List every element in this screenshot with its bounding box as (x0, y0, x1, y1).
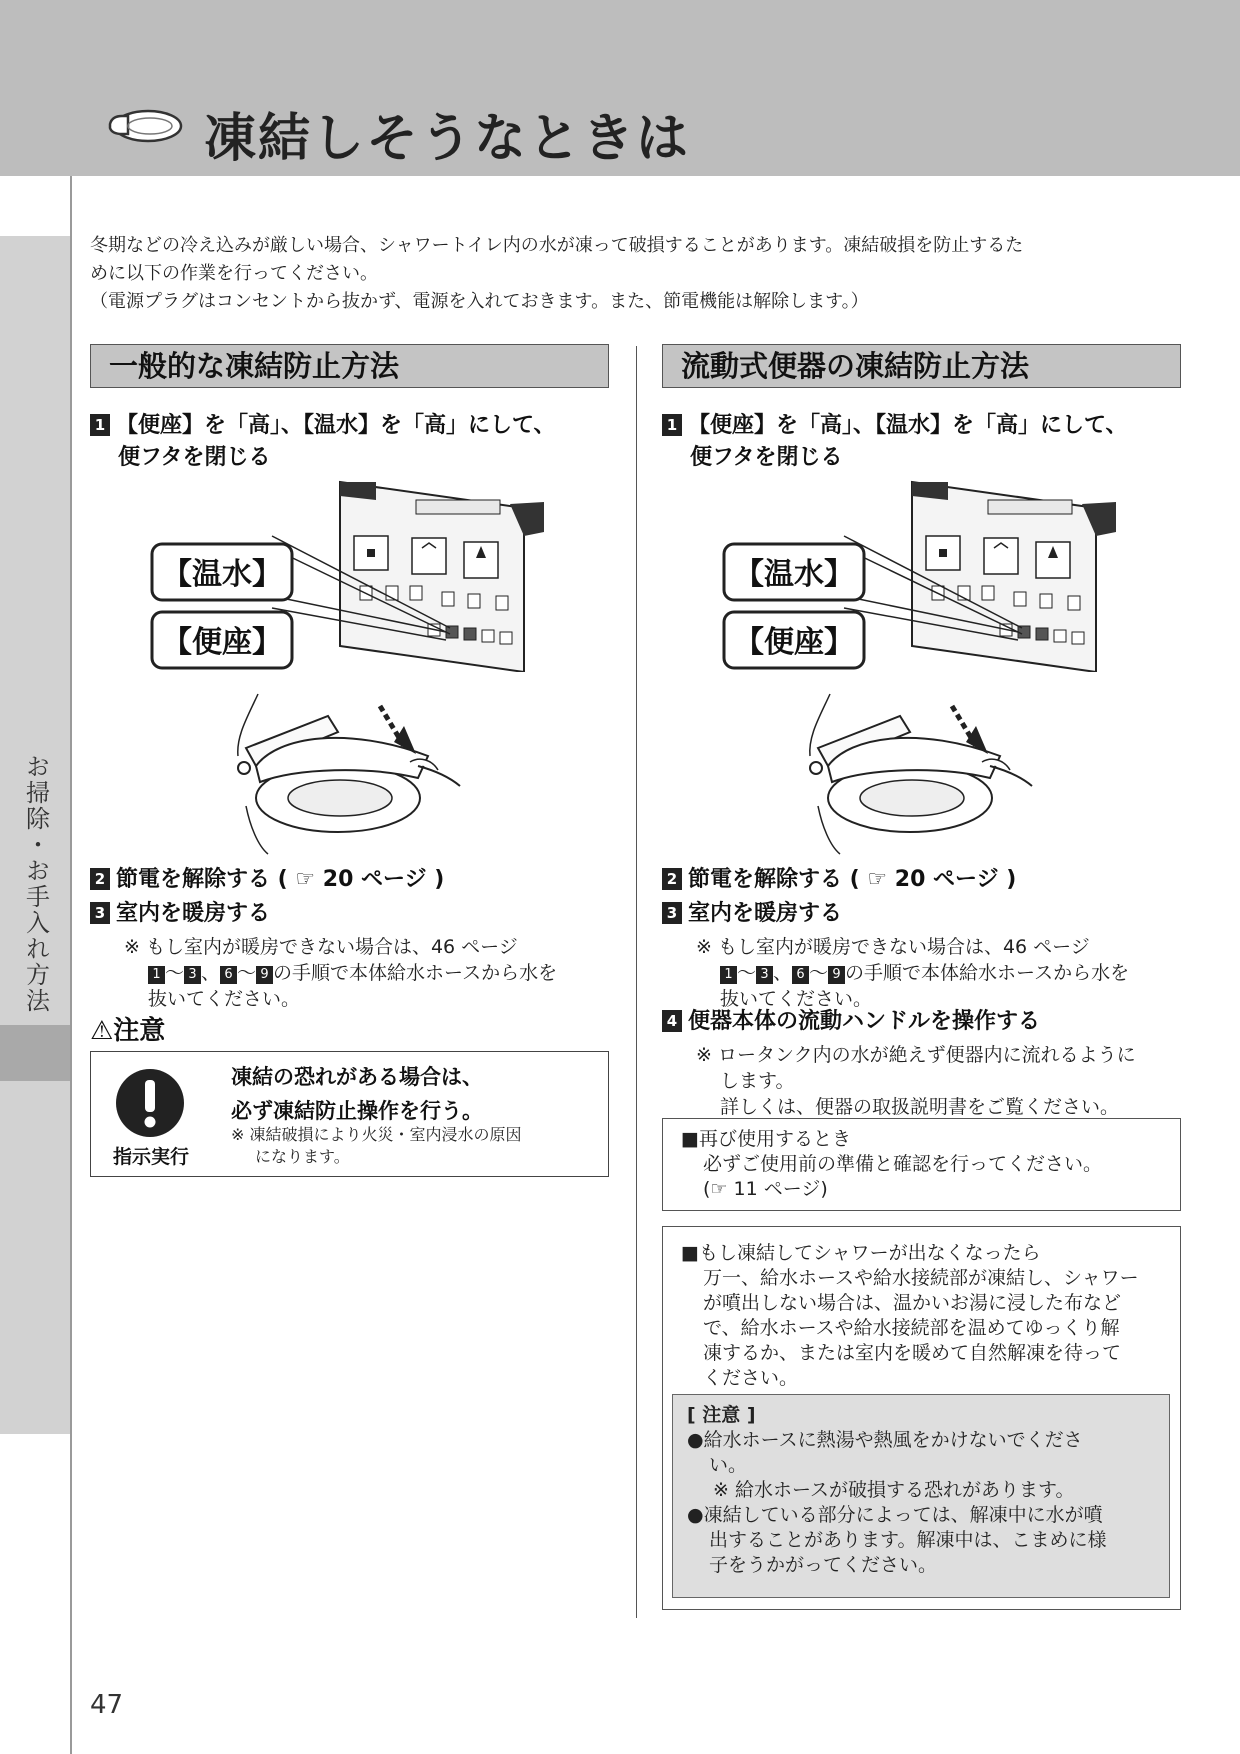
note-line: 抜いてください。 (148, 988, 301, 1010)
inner-note-line: ●凍結している部分によっては、解凍中に水が噴 (687, 1504, 1103, 1526)
box-line: ください。 (703, 1367, 799, 1389)
note-line: ※ ロータンク内の水が絶えず便器内に流れるように (696, 1044, 1136, 1066)
step-3 (90, 898, 270, 930)
step-text: 【便座】を「高」、【温水】を「高」にして、 (688, 413, 1128, 438)
intro-line: （電源プラグはコンセントから抜かず、電源を入れておきます。また、節電機能は解除します。） (90, 291, 869, 312)
step-number: 4 (662, 1010, 682, 1032)
step-2 (662, 864, 1016, 896)
box-line: が噴出しない場合は、温かいお湯に浸した布など (703, 1292, 1122, 1314)
intro-line: 冬期などの冷え込みが厳しい場合、シャワートイレ内の水が凍って破損することがあります。凍結破損を防止するた (90, 235, 1024, 256)
step-2 (90, 864, 444, 896)
box-line: で、給水ホースや給水接続部を温めてゆっくり解 (703, 1317, 1120, 1339)
step-text: 便フタを閉じる (118, 445, 271, 470)
side-tab-marker (0, 1025, 70, 1081)
note-text: の手順で本体給水ホースから水を (845, 962, 1130, 984)
page-number: 47 (90, 1690, 124, 1720)
note-line: 抜いてください。 (720, 988, 873, 1010)
page-title: 凍結しそうなときは (204, 109, 691, 169)
step-text: 室内を暖房する (116, 901, 271, 926)
step-text: 【便座】を「高」、【温水】を「高」にして、 (116, 413, 556, 438)
page-margin-line (70, 176, 72, 1754)
step-1 (90, 410, 556, 474)
closing-lid-illustration (228, 686, 468, 856)
box-heading: ■再び使用するとき (681, 1128, 851, 1150)
step-number: 2 (662, 868, 682, 890)
note-sep: 、 (773, 962, 793, 984)
step-text: 節電を解除する ( ☞ 20 ページ ) (116, 867, 445, 892)
step-3 (662, 898, 842, 930)
step-number: 2 (90, 868, 110, 890)
remote-control-illustration (722, 476, 1122, 672)
step-4 (662, 1006, 1040, 1038)
note-line: ※ もし室内が暖房できない場合は、46 ページ (696, 936, 1090, 958)
note-sep: ～ (237, 962, 257, 984)
step-ref: 6 (220, 966, 237, 984)
step-ref: 3 (756, 966, 773, 984)
box-line: 凍するか、または室内を暖めて自然解凍を待って (703, 1342, 1122, 1364)
step-ref: 9 (828, 966, 845, 984)
note-sep: ～ (809, 962, 829, 984)
note-sep: 、 (201, 962, 221, 984)
side-tab-label: お掃除・お手入れ方法 (21, 754, 50, 1014)
caution-main-text (231, 1060, 483, 1128)
step-ref: 1 (720, 966, 737, 984)
step-ref: 1 (148, 966, 165, 984)
note-text: の手順で本体給水ホースから水を (273, 962, 558, 984)
box-line: (☞ 11 ページ) (703, 1178, 828, 1200)
caution-icon-label: 指示実行 (112, 1146, 189, 1168)
box-line: 万一、給水ホースや給水接続部が凍結し、シャワー (703, 1267, 1139, 1289)
step-text: 便フタを閉じる (690, 445, 843, 470)
inner-note-line: ※ 給水ホースが破損する恐れがあります。 (713, 1479, 1075, 1501)
mandatory-action-icon (115, 1068, 185, 1138)
intro-line: めに以下の作業を行ってください。 (90, 263, 378, 284)
caution-sub-line: ※ 凍結破損により火災・室内浸水の原因 (231, 1125, 522, 1144)
note-line: します。 (720, 1070, 795, 1092)
step-3-note (124, 934, 557, 1012)
step-text: 便器本体の流動ハンドルを操作する (688, 1009, 1041, 1034)
toilet-seat-icon (104, 104, 184, 148)
caution-line: 必ず凍結防止操作を行う。 (231, 1099, 483, 1123)
note-line: ※ もし室内が暖房できない場合は、46 ページ (124, 936, 518, 958)
label-onsui: 【温水】 (734, 557, 854, 592)
label-benza: 【便座】 (162, 625, 282, 660)
inner-caution-note (672, 1394, 1170, 1598)
section-title-flow-type: 流動式便器の凍結防止方法 (662, 344, 1181, 388)
step-number: 3 (662, 902, 682, 924)
intro-text (90, 232, 1180, 316)
inner-note-line: 出することがあります。解凍中は、こまめに様 (709, 1529, 1107, 1551)
inner-note-line: 子をうかがってください。 (709, 1554, 938, 1576)
closing-lid-illustration (800, 686, 1040, 856)
label-onsui: 【温水】 (162, 557, 282, 592)
inner-note-line: い。 (709, 1454, 748, 1476)
caution-heading: ⚠注意 (90, 1016, 166, 1046)
remote-control-illustration (150, 476, 550, 672)
inner-note-line: ●給水ホースに熱湯や熱風をかけないでくださ (687, 1429, 1083, 1451)
step-number: 1 (662, 414, 682, 436)
step-ref: 6 (792, 966, 809, 984)
step-number: 1 (90, 414, 110, 436)
caution-box (90, 1051, 609, 1177)
box-line: 必ずご使用前の準備と確認を行ってください。 (703, 1153, 1103, 1175)
step-4-note (696, 1042, 1136, 1120)
inner-note-title: [ 注意 ] (687, 1404, 756, 1426)
step-ref: 9 (256, 966, 273, 984)
caution-line: 凍結の恐れがある場合は、 (231, 1065, 483, 1089)
box-heading: ■もし凍結してシャワーが出なくなったら (681, 1242, 1041, 1264)
caution-sub-text (231, 1124, 522, 1168)
note-sep: ～ (737, 962, 757, 984)
step-number: 3 (90, 902, 110, 924)
note-line (696, 960, 1129, 986)
label-benza: 【便座】 (734, 625, 854, 660)
column-divider (636, 346, 637, 1618)
step-text: 節電を解除する ( ☞ 20 ページ ) (688, 867, 1017, 892)
note-line: 詳しくは、便器の取扱説明書をご覧ください。 (720, 1096, 1120, 1118)
step-text: 室内を暖房する (688, 901, 843, 926)
step-3-note (696, 934, 1129, 1012)
step-1 (662, 410, 1128, 474)
section-title-general: 一般的な凍結防止方法 (90, 344, 609, 388)
caution-sub-line: になります。 (255, 1147, 350, 1166)
step-ref: 3 (184, 966, 201, 984)
note-line (124, 960, 557, 986)
note-sep: ～ (165, 962, 185, 984)
reuse-info-box (662, 1118, 1181, 1211)
